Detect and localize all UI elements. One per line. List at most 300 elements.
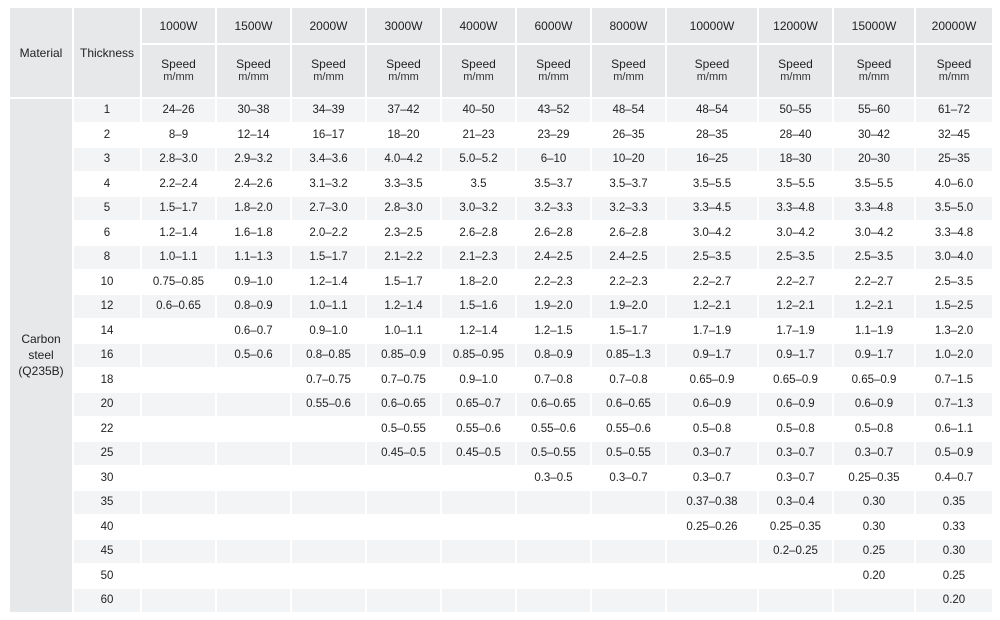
table-row — [10, 173, 992, 196]
speed-cell: 0.25–0.35 — [834, 467, 914, 490]
speed-cell — [217, 540, 290, 563]
table-row — [10, 222, 992, 245]
speed-label: Speed — [386, 57, 421, 71]
speed-cell — [517, 589, 590, 612]
table-row — [10, 467, 992, 490]
speed-cell — [592, 540, 665, 563]
table-row — [10, 271, 992, 294]
speed-header — [442, 45, 515, 97]
speed-cell: 2.7–3.0 — [292, 197, 365, 220]
speed-cell: 3.5–5.5 — [834, 173, 914, 196]
thickness-cell: 30 — [74, 467, 140, 490]
speed-cell: 37–42 — [367, 99, 440, 122]
speed-cell: 0.7–0.8 — [592, 369, 665, 392]
speed-cell: 1.2–2.1 — [759, 295, 832, 318]
thickness-header: Thickness — [74, 8, 140, 97]
table-row — [10, 320, 992, 343]
speed-cell: 26–35 — [592, 124, 665, 147]
speed-cell — [292, 589, 365, 612]
speed-cell: 0.9–1.0 — [292, 320, 365, 343]
speed-cell: 0.9–1.7 — [834, 344, 914, 367]
table-header — [10, 8, 992, 97]
speed-cell: 0.3–0.5 — [517, 467, 590, 490]
speed-cell: 2.1–2.3 — [442, 246, 515, 269]
speed-cell: 4.0–6.0 — [916, 173, 992, 196]
table-row — [10, 148, 992, 171]
speed-cell — [834, 589, 914, 612]
speed-cell: 3.0–3.2 — [442, 197, 515, 220]
speed-label: Speed — [311, 57, 346, 71]
speed-unit: m/mm — [696, 71, 728, 83]
speed-cell: 0.8–0.85 — [292, 344, 365, 367]
speed-cell: 0.37–0.38 — [667, 491, 757, 514]
speed-cell: 0.20 — [916, 589, 992, 612]
speed-cell — [292, 467, 365, 490]
speed-cell: 1.8–2.0 — [442, 271, 515, 294]
power-header: 12000W — [759, 8, 832, 43]
speed-cell: 21–23 — [442, 124, 515, 147]
speed-cell: 0.5–0.8 — [834, 418, 914, 441]
speed-cell: 2.2–2.7 — [667, 271, 757, 294]
speed-unit: m/mm — [388, 71, 419, 83]
thickness-cell: 6 — [74, 222, 140, 245]
thickness-cell: 40 — [74, 516, 140, 539]
speed-cell: 1.1–1.3 — [217, 246, 290, 269]
speed-cell: 0.55–0.6 — [592, 418, 665, 441]
speed-cell: 0.55–0.6 — [517, 418, 590, 441]
thickness-cell: 10 — [74, 271, 140, 294]
speed-cell: 2.2–2.7 — [834, 271, 914, 294]
speed-cell: 1.0–1.1 — [292, 295, 365, 318]
speed-cell: 0.25–0.26 — [667, 516, 757, 539]
power-header: 1000W — [142, 8, 215, 43]
speed-cell: 1.2–1.4 — [292, 271, 365, 294]
speed-cell — [592, 516, 665, 539]
speed-cell: 2.4–2.5 — [517, 246, 590, 269]
speed-cell: 1.2–1.4 — [142, 222, 215, 245]
speed-cell: 0.75–0.85 — [142, 271, 215, 294]
speed-header — [517, 45, 590, 97]
speed-cell: 2.5–3.5 — [916, 271, 992, 294]
speed-cell: 0.6–0.7 — [217, 320, 290, 343]
speed-cell: 1.9–2.0 — [592, 295, 665, 318]
speed-cell: 2.6–2.8 — [517, 222, 590, 245]
speed-cell: 0.45–0.5 — [367, 442, 440, 465]
speed-cell — [442, 589, 515, 612]
speed-cell: 2.5–3.5 — [667, 246, 757, 269]
speed-cell: 48–54 — [592, 99, 665, 122]
speed-cell: 2.4–2.5 — [592, 246, 665, 269]
speed-cell: 55–60 — [834, 99, 914, 122]
speed-cell — [592, 589, 665, 612]
speed-cell: 3.2–3.3 — [517, 197, 590, 220]
speed-cell: 2.2–2.4 — [142, 173, 215, 196]
speed-cell — [217, 442, 290, 465]
speed-cell — [759, 565, 832, 588]
power-header: 1500W — [217, 8, 290, 43]
speed-cell — [592, 565, 665, 588]
speed-cell — [517, 491, 590, 514]
speed-cell: 1.0–1.1 — [367, 320, 440, 343]
speed-cell — [367, 589, 440, 612]
speed-unit: m/mm — [163, 71, 194, 83]
speed-cell: 5.0–5.2 — [442, 148, 515, 171]
table-row — [10, 124, 992, 147]
speed-cell: 0.65–0.9 — [834, 369, 914, 392]
speed-cell: 1.3–2.0 — [916, 320, 992, 343]
speed-cell: 61–72 — [916, 99, 992, 122]
speed-cell: 0.55–0.6 — [442, 418, 515, 441]
speed-cell — [517, 565, 590, 588]
speed-cell: 3.0–4.0 — [916, 246, 992, 269]
speed-cell: 25–35 — [916, 148, 992, 171]
thickness-cell: 4 — [74, 173, 140, 196]
speed-cell: 4.0–4.2 — [367, 148, 440, 171]
speed-cell: 2.2–2.7 — [759, 271, 832, 294]
speed-cell — [442, 491, 515, 514]
speed-cell — [442, 540, 515, 563]
speed-cell — [667, 540, 757, 563]
speed-cell: 0.2–0.25 — [759, 540, 832, 563]
thickness-cell: 8 — [74, 246, 140, 269]
thickness-cell: 25 — [74, 442, 140, 465]
speed-cell: 48–54 — [667, 99, 757, 122]
speed-cell: 0.3–0.7 — [667, 467, 757, 490]
speed-unit: m/mm — [313, 71, 344, 83]
speed-cell: 6–10 — [517, 148, 590, 171]
speed-cell: 1.7–1.9 — [759, 320, 832, 343]
speed-cell: 0.6–0.65 — [517, 393, 590, 416]
speed-cell: 0.6–0.9 — [834, 393, 914, 416]
speed-cell: 1.1–1.9 — [834, 320, 914, 343]
speed-cell: 30–42 — [834, 124, 914, 147]
speed-cell — [217, 467, 290, 490]
speed-cell: 3.3–4.5 — [667, 197, 757, 220]
speed-cell — [142, 589, 215, 612]
thickness-cell: 3 — [74, 148, 140, 171]
speed-label: Speed — [856, 57, 892, 71]
table-row — [10, 540, 992, 563]
thickness-cell: 45 — [74, 540, 140, 563]
speed-cell — [517, 516, 590, 539]
speed-cell: 0.5–0.6 — [217, 344, 290, 367]
speed-cell: 0.7–1.3 — [916, 393, 992, 416]
speed-cell — [292, 540, 365, 563]
speed-cell — [142, 344, 215, 367]
table-row — [10, 197, 992, 220]
speed-cell: 0.65–0.9 — [667, 369, 757, 392]
speed-cell — [367, 540, 440, 563]
speed-cell: 1.9–2.0 — [517, 295, 590, 318]
speed-cell: 0.6–0.9 — [759, 393, 832, 416]
speed-cell: 0.3–0.7 — [667, 442, 757, 465]
speed-cell: 3.2–3.3 — [592, 197, 665, 220]
speed-cell: 1.2–1.4 — [442, 320, 515, 343]
speed-cell: 3.1–3.2 — [292, 173, 365, 196]
speed-cell: 12–14 — [217, 124, 290, 147]
speed-cell: 0.3–0.7 — [759, 442, 832, 465]
speed-cell — [667, 589, 757, 612]
speed-cell: 3.3–4.8 — [834, 197, 914, 220]
thickness-cell: 18 — [74, 369, 140, 392]
table-row — [10, 99, 992, 122]
speed-cell — [142, 467, 215, 490]
speed-cell: 0.5–0.55 — [592, 442, 665, 465]
speed-cell: 0.5–0.8 — [667, 418, 757, 441]
speed-cell: 32–45 — [916, 124, 992, 147]
speed-cell: 3.5 — [442, 173, 515, 196]
speed-cell: 0.6–0.65 — [142, 295, 215, 318]
speed-cell: 0.7–0.75 — [292, 369, 365, 392]
speed-cell: 2.3–2.5 — [367, 222, 440, 245]
speed-cell: 3.5–5.5 — [667, 173, 757, 196]
speed-label: Speed — [694, 57, 730, 71]
thickness-cell: 16 — [74, 344, 140, 367]
speed-label: Speed — [611, 57, 646, 71]
speed-cell: 1.5–1.7 — [292, 246, 365, 269]
speed-cell — [217, 491, 290, 514]
speed-cell: 0.5–0.8 — [759, 418, 832, 441]
speed-cell — [292, 491, 365, 514]
speed-cell: 2.4–2.6 — [217, 173, 290, 196]
speed-cell: 3.5–5.0 — [916, 197, 992, 220]
speed-cell: 0.85–1.3 — [592, 344, 665, 367]
thickness-cell: 35 — [74, 491, 140, 514]
speed-header — [759, 45, 832, 97]
speed-cell: 40–50 — [442, 99, 515, 122]
speed-cell: 1.5–1.7 — [367, 271, 440, 294]
speed-cell: 0.3–0.7 — [834, 442, 914, 465]
speed-cell: 0.7–1.5 — [916, 369, 992, 392]
speed-cell: 0.9–1.7 — [667, 344, 757, 367]
power-header: 6000W — [517, 8, 590, 43]
speed-cell — [217, 589, 290, 612]
speed-cell: 2.6–2.8 — [592, 222, 665, 245]
speed-cell: 3.0–4.2 — [667, 222, 757, 245]
speed-cell: 1.5–1.6 — [442, 295, 515, 318]
material-cell — [10, 99, 72, 612]
speed-cell — [292, 516, 365, 539]
table-row — [10, 565, 992, 588]
power-header: 15000W — [834, 8, 914, 43]
speed-cell: 28–35 — [667, 124, 757, 147]
speed-cell — [517, 540, 590, 563]
speed-cell — [292, 418, 365, 441]
speed-cell: 2.2–2.3 — [517, 271, 590, 294]
speed-cell: 0.5–0.9 — [916, 442, 992, 465]
thickness-cell: 14 — [74, 320, 140, 343]
speed-cell — [142, 516, 215, 539]
speed-cell: 0.3–0.7 — [592, 467, 665, 490]
speed-cell: 0.85–0.95 — [442, 344, 515, 367]
power-header: 2000W — [292, 8, 365, 43]
power-header-row — [10, 8, 992, 43]
table-row — [10, 516, 992, 539]
speed-unit: m/mm — [538, 71, 569, 83]
cutting-speed-table — [8, 6, 994, 614]
speed-cell — [217, 369, 290, 392]
speed-cell — [217, 418, 290, 441]
speed-cell: 8–9 — [142, 124, 215, 147]
material-name-line: (Q235B) — [18, 364, 64, 379]
speed-header — [292, 45, 365, 97]
speed-header — [367, 45, 440, 97]
speed-cell — [217, 516, 290, 539]
speed-label: Speed — [161, 57, 196, 71]
speed-cell: 18–30 — [759, 148, 832, 171]
table-row — [10, 589, 992, 612]
speed-cell: 23–29 — [517, 124, 590, 147]
speed-cell: 0.7–0.8 — [517, 369, 590, 392]
speed-cell — [367, 491, 440, 514]
speed-cell — [442, 565, 515, 588]
speed-cell — [217, 565, 290, 588]
table-row — [10, 442, 992, 465]
table-row — [10, 344, 992, 367]
table-row — [10, 369, 992, 392]
speed-cell: 43–52 — [517, 99, 590, 122]
speed-cell: 0.3–0.7 — [759, 467, 832, 490]
speed-cell: 20–30 — [834, 148, 914, 171]
speed-cell: 0.6–0.65 — [592, 393, 665, 416]
speed-cell: 3.4–3.6 — [292, 148, 365, 171]
thickness-cell: 20 — [74, 393, 140, 416]
speed-cell — [367, 516, 440, 539]
speed-cell: 0.6–0.65 — [367, 393, 440, 416]
speed-cell: 0.5–0.55 — [517, 442, 590, 465]
table-row — [10, 393, 992, 416]
speed-cell: 2.5–3.5 — [834, 246, 914, 269]
speed-cell: 1.5–1.7 — [592, 320, 665, 343]
power-header: 20000W — [916, 8, 992, 43]
speed-cell — [292, 442, 365, 465]
speed-cell: 0.25 — [916, 565, 992, 588]
speed-cell: 0.9–1.0 — [442, 369, 515, 392]
thickness-cell: 2 — [74, 124, 140, 147]
speed-cell: 2.9–3.2 — [217, 148, 290, 171]
speed-cell: 0.8–0.9 — [517, 344, 590, 367]
speed-cell — [142, 393, 215, 416]
speed-cell — [667, 565, 757, 588]
speed-cell — [142, 418, 215, 441]
speed-cell: 0.5–0.55 — [367, 418, 440, 441]
material-header: Material — [10, 8, 72, 97]
speed-cell: 2.8–3.0 — [142, 148, 215, 171]
speed-cell: 0.3–0.4 — [759, 491, 832, 514]
speed-cell: 0.65–0.7 — [442, 393, 515, 416]
speed-cell: 0.35 — [916, 491, 992, 514]
speed-label: Speed — [936, 57, 972, 71]
speed-cell: 1.2–2.1 — [667, 295, 757, 318]
speed-cell: 3.5–3.7 — [517, 173, 590, 196]
speed-cell — [142, 491, 215, 514]
thickness-cell: 50 — [74, 565, 140, 588]
speed-cell: 0.25 — [834, 540, 914, 563]
power-header: 8000W — [592, 8, 665, 43]
speed-cell: 1.8–2.0 — [217, 197, 290, 220]
speed-cell: 0.6–1.1 — [916, 418, 992, 441]
thickness-cell: 22 — [74, 418, 140, 441]
speed-cell: 2.8–3.0 — [367, 197, 440, 220]
speed-cell: 1.0–2.0 — [916, 344, 992, 367]
table-body — [10, 99, 992, 612]
speed-cell: 10–20 — [592, 148, 665, 171]
power-header: 4000W — [442, 8, 515, 43]
speed-cell: 0.85–0.9 — [367, 344, 440, 367]
speed-cell — [759, 589, 832, 612]
material-name-line: steel — [28, 348, 54, 363]
speed-cell: 2.2–2.3 — [592, 271, 665, 294]
speed-cell — [217, 393, 290, 416]
speed-label: Speed — [778, 57, 813, 71]
speed-cell: 0.30 — [834, 491, 914, 514]
thickness-cell: 12 — [74, 295, 140, 318]
speed-cell: 3.5–5.5 — [759, 173, 832, 196]
speed-cell: 1.5–2.5 — [916, 295, 992, 318]
speed-header — [217, 45, 290, 97]
speed-cell: 0.8–0.9 — [217, 295, 290, 318]
speed-cell: 2.1–2.2 — [367, 246, 440, 269]
speed-header — [916, 45, 992, 97]
speed-cell — [142, 369, 215, 392]
power-header: 10000W — [667, 8, 757, 43]
speed-label: Speed — [236, 57, 271, 71]
speed-cell — [142, 320, 215, 343]
speed-unit: m/mm — [463, 71, 494, 83]
speed-header — [142, 45, 215, 97]
table-row — [10, 246, 992, 269]
speed-cell: 0.45–0.5 — [442, 442, 515, 465]
thickness-cell: 60 — [74, 589, 140, 612]
speed-cell: 1.2–2.1 — [834, 295, 914, 318]
speed-cell — [142, 442, 215, 465]
speed-cell: 34–39 — [292, 99, 365, 122]
speed-cell: 28–40 — [759, 124, 832, 147]
speed-cell — [367, 467, 440, 490]
speed-cell: 16–17 — [292, 124, 365, 147]
speed-cell: 1.0–1.1 — [142, 246, 215, 269]
speed-header — [834, 45, 914, 97]
speed-cell: 1.2–1.4 — [367, 295, 440, 318]
speed-label: Speed — [461, 57, 496, 71]
speed-cell — [142, 540, 215, 563]
speed-cell — [592, 491, 665, 514]
speed-cell: 24–26 — [142, 99, 215, 122]
speed-cell: 0.20 — [834, 565, 914, 588]
speed-unit: m/mm — [780, 71, 811, 83]
speed-unit: m/mm — [613, 71, 644, 83]
speed-cell: 0.33 — [916, 516, 992, 539]
speed-cell — [367, 565, 440, 588]
speed-unit: m/mm — [938, 71, 970, 83]
speed-cell — [142, 565, 215, 588]
speed-cell: 3.5–3.7 — [592, 173, 665, 196]
speed-unit: m/mm — [858, 71, 890, 83]
speed-cell: 3.3–3.5 — [367, 173, 440, 196]
speed-cell: 3.3–4.8 — [916, 222, 992, 245]
speed-cell: 0.65–0.9 — [759, 369, 832, 392]
speed-cell: 1.6–1.8 — [217, 222, 290, 245]
speed-cell: 0.55–0.6 — [292, 393, 365, 416]
thickness-cell: 5 — [74, 197, 140, 220]
speed-header-row — [10, 45, 992, 97]
speed-cell: 0.7–0.75 — [367, 369, 440, 392]
speed-cell: 50–55 — [759, 99, 832, 122]
thickness-cell: 1 — [74, 99, 140, 122]
speed-cell: 3.0–4.2 — [759, 222, 832, 245]
speed-cell — [442, 467, 515, 490]
speed-cell: 1.5–1.7 — [142, 197, 215, 220]
